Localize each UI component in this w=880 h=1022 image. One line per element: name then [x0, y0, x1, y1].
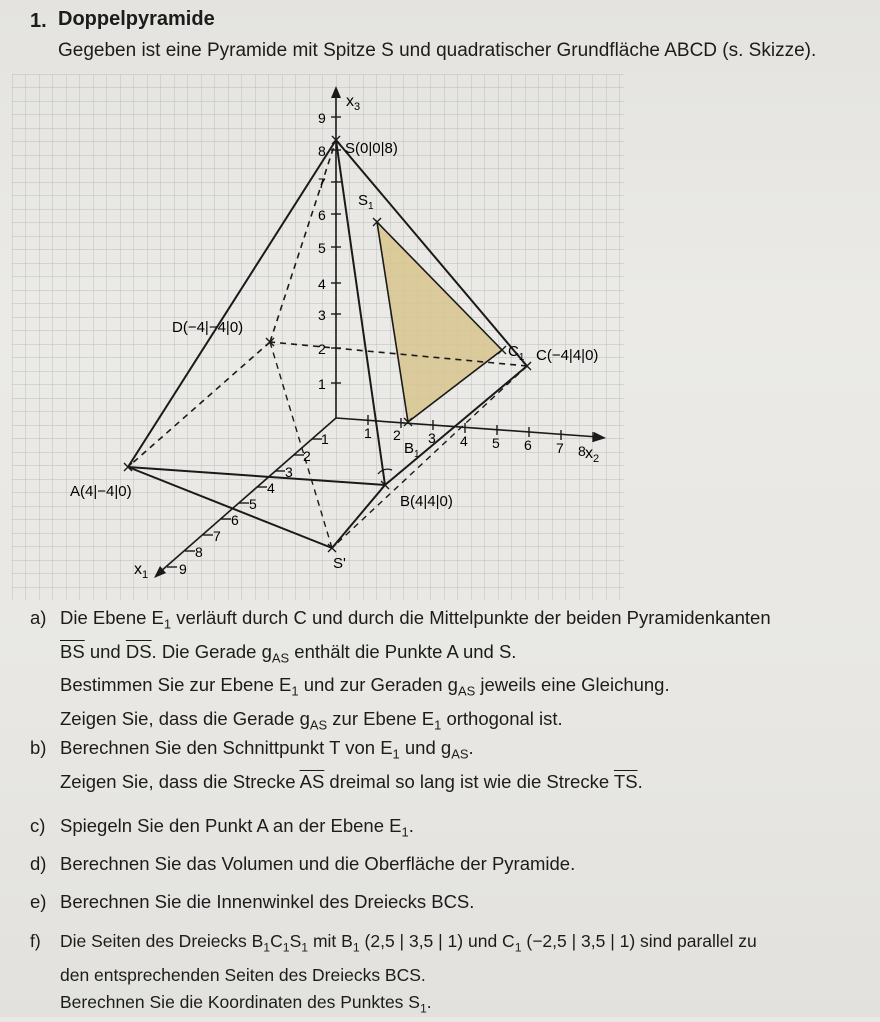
label-b1: $B_1$	[404, 440, 420, 460]
x3-tick-labels	[318, 110, 326, 392]
task-a	[30, 604, 850, 739]
task-label: c)	[30, 815, 46, 836]
exercise-number: 1.	[30, 10, 47, 32]
task-body: Spiegeln Sie den Punkt A an der Ebene $E_1$.	[60, 815, 414, 840]
task-body: Berechnen Sie das Volumen und die Oberfläche der Pyramide.	[60, 853, 576, 874]
x1-axis-label: $x_1$	[134, 561, 149, 581]
task-label: d)	[30, 853, 47, 874]
svg-text:4: 4	[318, 276, 326, 292]
label-d: D(−4|−4|0)	[172, 319, 244, 336]
svg-text:5: 5	[249, 496, 257, 512]
svg-text:3: 3	[428, 430, 436, 446]
label-c: C(−4|4|0)	[536, 347, 599, 364]
x2-axis-label: $x_2$	[585, 445, 600, 465]
task-body: Berechnen Sie die Innenwinkel des Dreiecks BCS.	[60, 891, 475, 912]
x3-axis-label: $x_3$	[346, 93, 361, 113]
svg-text:4: 4	[460, 433, 468, 449]
task-b	[30, 734, 850, 795]
label-s: S(0|0|8)	[345, 140, 398, 157]
svg-text:3: 3	[285, 464, 293, 480]
svg-text:1: 1	[321, 431, 329, 447]
svg-text:7: 7	[213, 528, 221, 544]
svg-text:7: 7	[318, 175, 326, 191]
task-body: Berechnen Sie den Schnittpunkt T von $E_1$ und $g_{AS}$. Zeigen Sie, dass die Strecke $\overline{AS}$ dreimal so lang ist wie die Strecke $\overline{TS}$.	[60, 737, 643, 792]
task-body: Die Ebene $E_1$ verläuft durch C und durch die Mittelpunkte der beiden Pyramidenkanten $\overline{BS}$ und $\overline{DS}$. Die Gerade $g_{AS}$ enthält die Punkte A und S. Bestimmen Sie zur Ebene $E_1$ und zur Geraden $g_{AS}$ jeweils eine Gleichung. Zeigen Sie, dass die Gerade $g_{AS}$ zur Ebene $E_1$ orthogonal ist.	[60, 607, 771, 733]
label-c1: $C_1$	[508, 343, 525, 363]
svg-text:3: 3	[318, 307, 326, 323]
svg-text:9: 9	[318, 110, 326, 126]
svg-text:6: 6	[231, 512, 239, 528]
label-s-prime: S'	[333, 555, 346, 572]
svg-text:9: 9	[179, 561, 187, 577]
svg-text:1: 1	[364, 425, 372, 441]
svg-text:7: 7	[556, 440, 564, 456]
task-label: e)	[30, 891, 47, 912]
svg-text:1: 1	[318, 376, 326, 392]
label-s1: $S_1$	[358, 192, 374, 212]
task-f	[30, 928, 850, 1022]
svg-text:2: 2	[318, 341, 326, 357]
pyramid-sketch	[0, 60, 880, 605]
task-label: f)	[30, 931, 41, 951]
task-c	[30, 812, 850, 846]
svg-text:5: 5	[492, 435, 500, 451]
svg-text:6: 6	[318, 207, 326, 223]
svg-text:8: 8	[195, 544, 203, 560]
label-a: A(4|−4|0)	[70, 483, 132, 500]
exercise-intro: Gegeben ist eine Pyramide mit Spitze S und quadratischer Grundfläche ABCD (s. Skizze).	[58, 40, 817, 61]
task-label: a)	[30, 607, 47, 628]
svg-text:4: 4	[267, 480, 275, 496]
task-label: b)	[30, 737, 47, 758]
task-d	[30, 850, 850, 877]
svg-text:2: 2	[393, 427, 401, 443]
svg-text:6: 6	[524, 437, 532, 453]
svg-text:2: 2	[303, 448, 311, 464]
label-b: B(4|4|0)	[400, 493, 453, 510]
svg-text:8: 8	[578, 443, 586, 459]
svg-text:5: 5	[318, 240, 326, 256]
svg-text:8: 8	[318, 143, 326, 159]
exercise-title: Doppelpyramide	[58, 8, 215, 30]
task-e	[30, 888, 850, 915]
task-body: Die Seiten des Dreiecks $B_1C_1S_1$ mit $B_1$ (2,5 | 3,5 | 1) und $C_1$ (−2,5 | 3,5 | 1) sind parallel zu den entsprechenden Seiten des Dreiecks BCS. Berechnen Sie die Koordinaten des Punktes $S_1$.	[60, 931, 757, 1015]
